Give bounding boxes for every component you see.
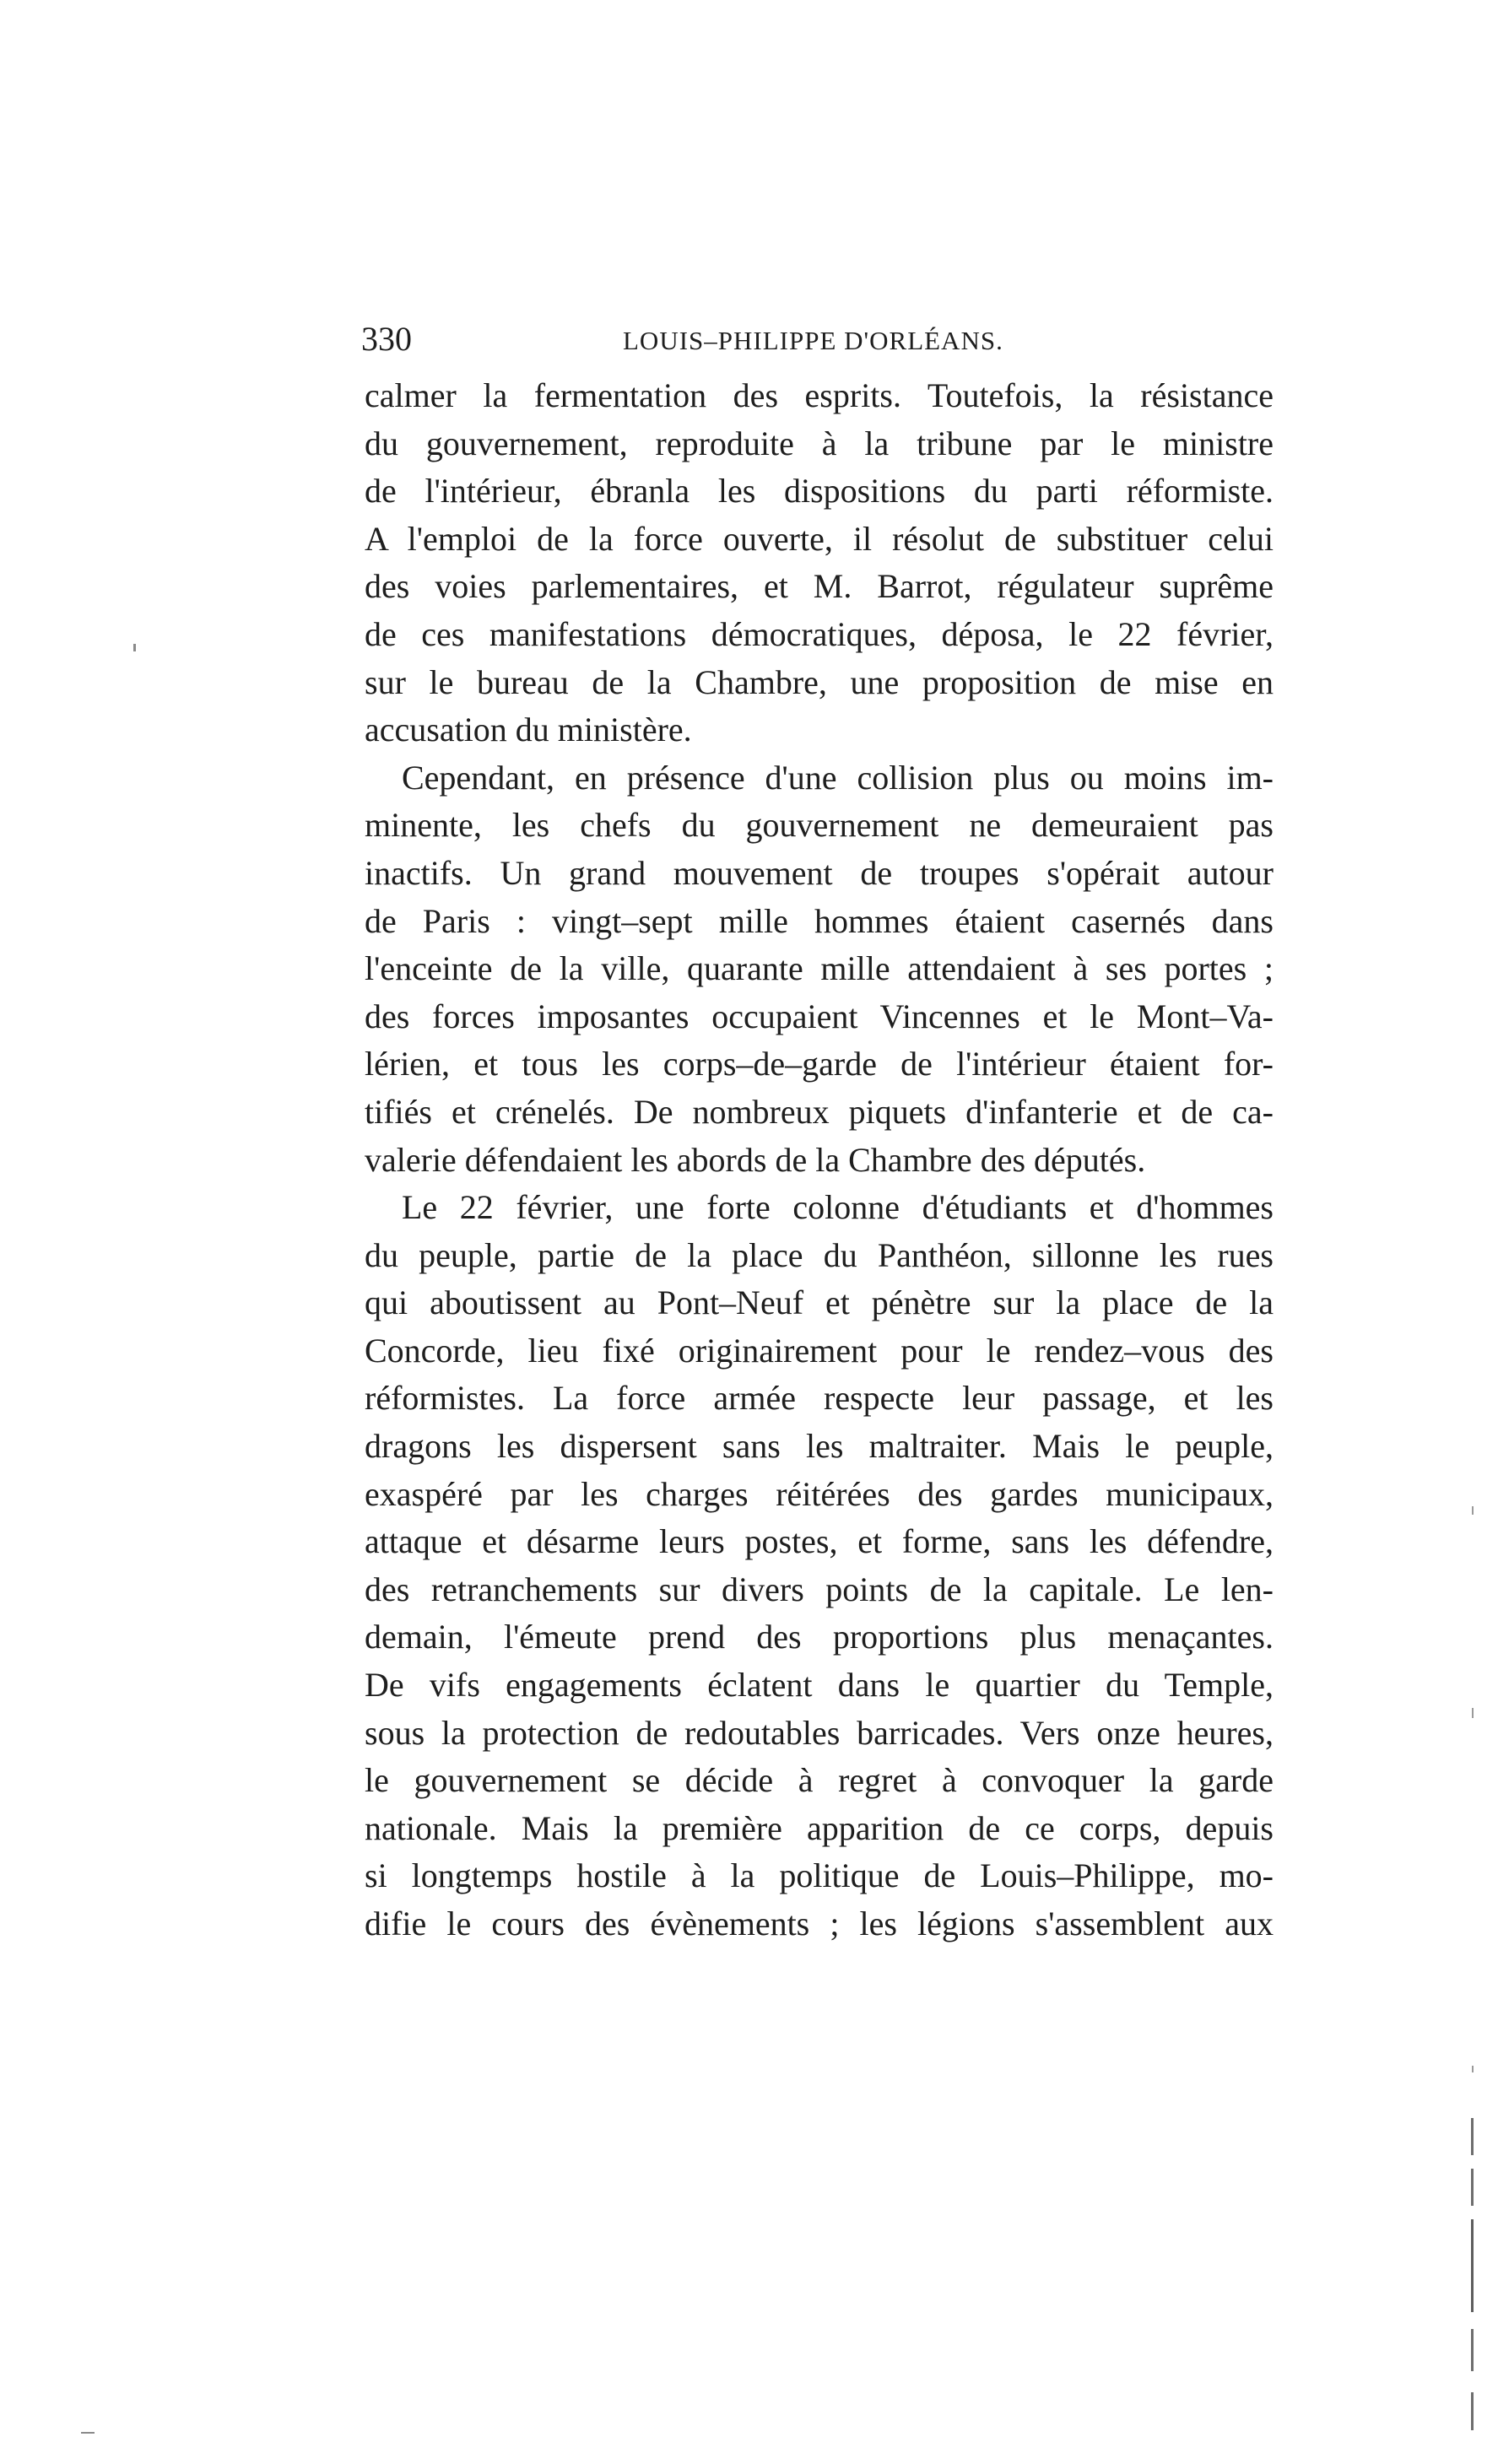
text-line: minente, les chefs du gouvernement ne demeuraient pas (365, 806, 1274, 845)
page-header (361, 314, 1273, 365)
text-line: le gouvernement se décide à regret à convoquer la garde (365, 1761, 1274, 1800)
text-line: lérien, et tous les corps–de–garde de l'intérieur étaient for- (365, 1045, 1274, 1083)
text-line: réformistes. La force armée respecte leur passage, et les (365, 1379, 1274, 1418)
scan-rule (1471, 2329, 1474, 2371)
text-line: Cependant, en présence d'une collision plus ou moins im- (402, 758, 1274, 797)
text-line: exaspéré par les charges réitérées des gardes municipaux, (365, 1474, 1274, 1513)
text-line: de l'intérieur, ébranla les dispositions du parti réformiste. (365, 472, 1274, 511)
text-line: de ces manifestations démocratiques, déposa, le 22 février, (365, 614, 1274, 653)
scan-speck (1472, 1708, 1474, 1718)
text-line: valerie défendaient les abords de la Chambre des députés. (365, 1140, 1146, 1179)
text-line: l'enceinte de la ville, quarante mille attendaient à ses portes ; (365, 949, 1274, 988)
text-line: des forces imposantes occupaient Vincennes et le Mont–Va- (365, 997, 1274, 1035)
body-text (365, 372, 1274, 1948)
scan-dash (81, 2432, 95, 2434)
scan-rule (1471, 2392, 1474, 2430)
scan-rule (1471, 2169, 1474, 2206)
text-line: du gouvernement, reproduite à la tribune par le ministre (365, 424, 1274, 462)
text-line: du peuple, partie de la place du Panthéon, sillonne les rues (365, 1235, 1274, 1274)
text-line: de Paris : vingt–sept mille hommes étaient casernés dans (365, 901, 1274, 940)
text-line: dragons les dispersent sans les maltraiter. Mais le peuple, (365, 1427, 1274, 1466)
scan-rule (1471, 2219, 1474, 2312)
text-line: accusation du ministère. (365, 711, 692, 749)
text-line: nationale. Mais la première apparition de ce corps, depuis (365, 1808, 1274, 1847)
text-line: Concorde, lieu fixé originairement pour le rendez–vous des (365, 1331, 1274, 1370)
scan-speck (1472, 1506, 1474, 1515)
text-line: inactifs. Un grand mouvement de troupes s'opérait autour (365, 853, 1274, 892)
text-line: attaque et désarme leurs postes, et forme, sans les défendre, (365, 1522, 1274, 1561)
page-number: 330 (361, 320, 412, 358)
running-title: LOUIS–PHILIPPE D'ORLÉANS. (623, 326, 1003, 355)
text-line: sous la protection de redoutables barricades. Vers onze heures, (365, 1713, 1274, 1752)
text-line: difie le cours des évènements ; les légions s'assemblent aux (365, 1905, 1274, 1943)
text-line: des voies parlementaires, et M. Barrot, régulateur suprême (365, 567, 1274, 606)
scan-rule (1471, 2118, 1474, 2155)
text-line: qui aboutissent au Pont–Neuf et pénètre sur la place de la (365, 1283, 1274, 1322)
text-line: Le 22 février, une forte colonne d'étudiants et d'hommes (402, 1188, 1274, 1227)
text-line: tifiés et crénelés. De nombreux piquets d'infanterie et de ca- (365, 1092, 1274, 1131)
text-line: demain, l'émeute prend des proportions plus menaçantes. (365, 1618, 1274, 1656)
text-line: des retranchements sur divers points de la capitale. Le len- (365, 1570, 1274, 1608)
text-line: si longtemps hostile à la politique de Louis–Philippe, mo- (365, 1856, 1274, 1895)
scan-speck (1472, 2066, 1474, 2072)
text-line: A l'emploi de la force ouverte, il résolut de substituer celui (365, 519, 1274, 558)
text-line: sur le bureau de la Chambre, une proposition de mise en (365, 662, 1274, 701)
text-line: De vifs engagements éclatent dans le quartier du Temple, (365, 1666, 1274, 1705)
scan-speck (133, 644, 136, 651)
text-line: calmer la fermentation des esprits. Toutefois, la résistance (365, 376, 1274, 414)
